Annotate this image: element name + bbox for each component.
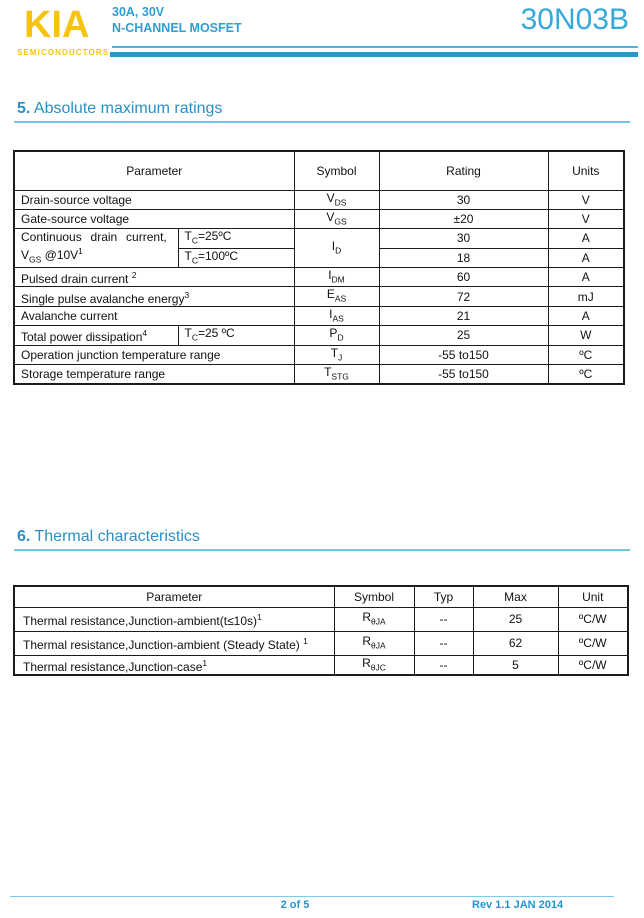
typ-cell: -- (414, 607, 473, 631)
table-row (14, 345, 624, 364)
symbol-cell: $I_D$ (294, 229, 379, 268)
abs-max-ratings-table (13, 150, 625, 385)
param-cell: Thermal resistance,Junction-case$^1$ (14, 655, 334, 675)
unit-cell: V (548, 190, 624, 209)
unit-cell: ºC/W (558, 607, 628, 631)
thermal-characteristics-table (13, 585, 629, 676)
table-row (14, 268, 624, 287)
table-row (14, 631, 628, 655)
section-6-number: 6. (17, 528, 31, 545)
symbol-cell: $V_{DS}$ (294, 190, 379, 209)
unit-cell: V (548, 209, 624, 228)
unit-cell: ºC/W (558, 631, 628, 655)
device-rating-text: 30A, 30V (112, 5, 165, 19)
param-cell: Thermal resistance,Junction-ambient (Steady State) $^1$ (14, 631, 334, 655)
unit-cell: ºC (548, 365, 624, 385)
condition-cell: $T_C=25$ ºC (178, 326, 294, 345)
symbol-cell: $I_{AS}$ (294, 306, 379, 325)
typ-cell: -- (414, 631, 473, 655)
col-header-symbol: Symbol (294, 151, 379, 190)
header-rule-thin (112, 46, 638, 48)
rating-cell: ±20 (379, 209, 548, 228)
section-6-rule (14, 549, 630, 551)
table-header-row (14, 586, 628, 607)
unit-cell: A (548, 229, 624, 248)
semiconductors-label: SEMICONDUCTORS (17, 48, 110, 57)
typ-cell: -- (414, 655, 473, 675)
col-header-parameter: Parameter (14, 151, 294, 190)
param-cell: Thermal resistance,Junction-ambient(t≤10s)$^1$ (14, 607, 334, 631)
footer-rule (10, 896, 614, 897)
max-cell: 62 (473, 631, 558, 655)
col-header-unit: Unit (558, 586, 628, 607)
symbol-cell: $R_{\theta JA}$ (334, 631, 414, 655)
unit-cell: ºC (548, 345, 624, 364)
table-row (14, 306, 624, 325)
device-type-text: N-CHANNEL MOSFET (112, 21, 242, 35)
table-row (14, 190, 624, 209)
rating-cell: 21 (379, 306, 548, 325)
symbol-cell: $R_{\theta JA}$ (334, 607, 414, 631)
table-header-row (14, 151, 624, 190)
unit-cell: W (548, 326, 624, 345)
rating-cell: 30 (379, 229, 548, 248)
table-row (14, 365, 624, 385)
symbol-cell: $R_{\theta JC}$ (334, 655, 414, 675)
col-header-units: Units (548, 151, 624, 190)
param-cell: Pulsed drain current $^2$ (14, 268, 294, 287)
table-row (14, 607, 628, 631)
rating-cell: 60 (379, 268, 548, 287)
rating-cell: -55 to150 (379, 345, 548, 364)
condition-cell: $T_C=25ºC$ (178, 229, 294, 248)
param-cell: Storage temperature range (14, 365, 294, 385)
param-cell: Operation junction temperature range (14, 345, 294, 364)
symbol-cell: $V_{GS}$ (294, 209, 379, 228)
rating-cell: 72 (379, 287, 548, 306)
unit-cell: mJ (548, 287, 624, 306)
table-row (14, 287, 624, 306)
revision-label: Rev 1.1 JAN 2014 (472, 899, 564, 911)
section-5-rule (14, 121, 630, 123)
rating-cell: 30 (379, 190, 548, 209)
param-cell: Single pulse avalanche energy$^3$ (14, 287, 294, 306)
max-cell: 25 (473, 607, 558, 631)
table-row (14, 209, 624, 228)
rating-cell: 18 (379, 248, 548, 267)
table-row (14, 655, 628, 675)
part-number: 30N03B (520, 3, 629, 36)
col-header-typ: Typ (414, 586, 473, 607)
symbol-cell: $T_{STG}$ (294, 365, 379, 385)
symbol-cell: $T_J$ (294, 345, 379, 364)
section-5-heading (17, 100, 222, 118)
param-cell: Continuous drain current, $V_{GS}$ $@10V^1$ (14, 229, 178, 268)
rating-cell: 25 (379, 326, 548, 345)
symbol-cell: $I_{DM}$ (294, 268, 379, 287)
param-cell: Gate-source voltage (14, 209, 294, 228)
max-cell: 5 (473, 655, 558, 675)
condition-cell: $T_C=100ºC$ (178, 248, 294, 267)
col-header-max: Max (473, 586, 558, 607)
section-5-number: 5. (17, 100, 31, 117)
param-cell: Avalanche current (14, 306, 294, 325)
section-6-heading (17, 528, 200, 546)
symbol-cell: $P_D$ (294, 326, 379, 345)
unit-cell: A (548, 248, 624, 267)
section-5-title: Absolute maximum ratings (30, 100, 223, 117)
col-header-symbol: Symbol (334, 586, 414, 607)
symbol-cell: $E_{AS}$ (294, 287, 379, 306)
rating-cell: -55 to150 (379, 365, 548, 385)
kia-logo: KIA (24, 4, 90, 46)
table-row (14, 229, 624, 248)
unit-cell: A (548, 268, 624, 287)
param-cell: Total power dissipation$^4$ (14, 326, 178, 345)
section-6-title: Thermal characteristics (30, 528, 200, 545)
col-header-parameter: Parameter (14, 586, 334, 607)
page-number: 2 of 5 (280, 899, 310, 911)
param-cell: Drain-source voltage (14, 190, 294, 209)
unit-cell: A (548, 306, 624, 325)
header-rule-thick (110, 52, 638, 57)
unit-cell: ºC/W (558, 655, 628, 675)
col-header-rating: Rating (379, 151, 548, 190)
table-row (14, 326, 624, 345)
